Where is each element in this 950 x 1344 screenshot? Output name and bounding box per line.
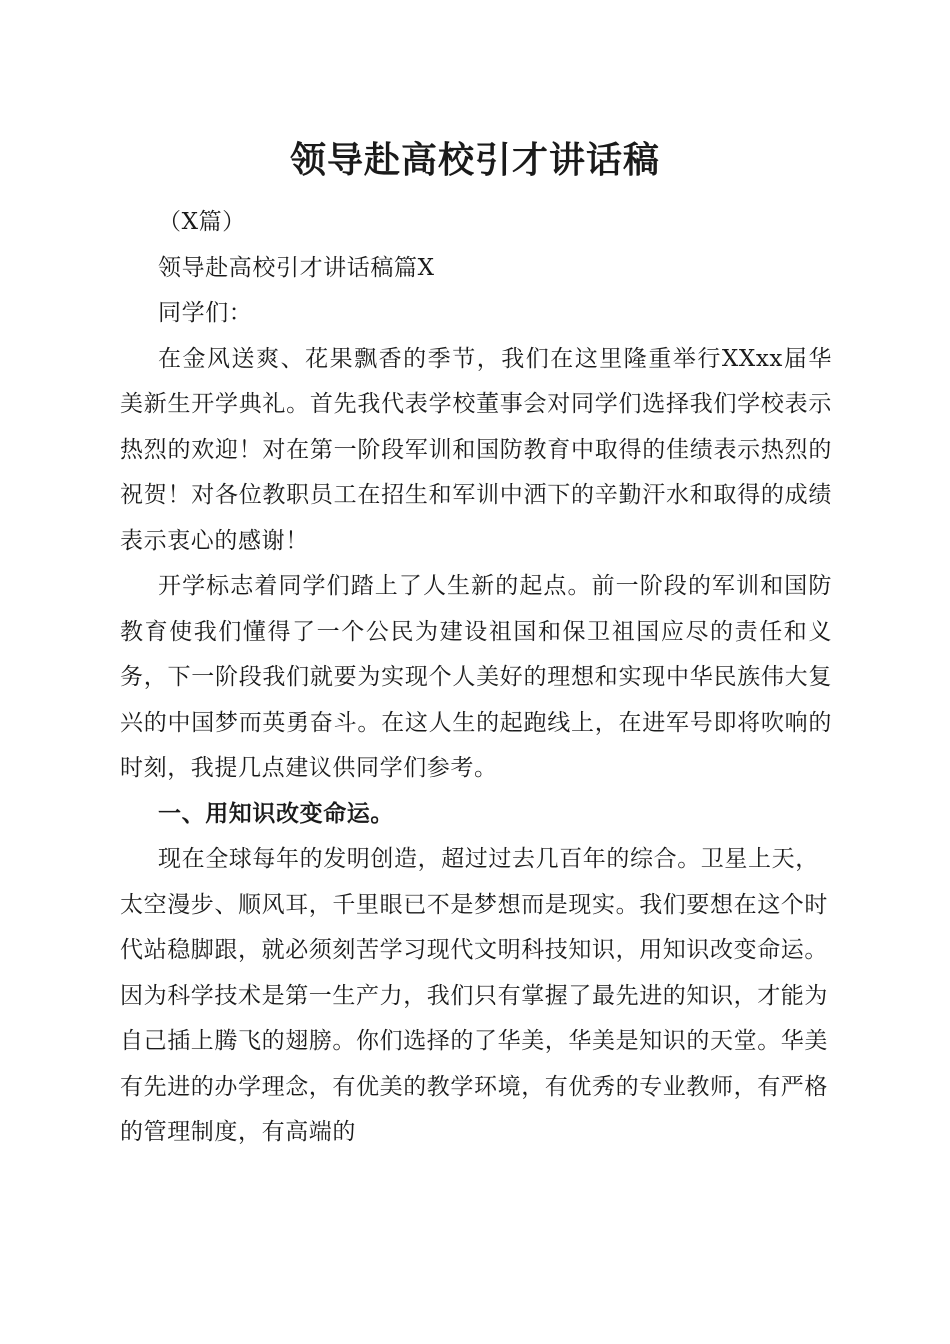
greeting: 同学们： xyxy=(158,300,253,326)
paragraph: 现在全球每年的发明创造，超过过去几百年的综合。卫星上天，太空漫步、顺风耳，千里眼已不是梦想而是现实。我们要想在这个时代站稳脚跟，就必须刻苦学习现代文明科技知识，用知识改变命运。因为科学技术是第一生产力，我们只有掌握了最先进的知识，才能为自己插上腾飞的翅膀。你们选择的了华美，华美是知识的天堂。华美有先进的办学理念，有优美的教学环境，有优秀的专业教师，有严格的管理制度，有高端的 xyxy=(120,846,828,1145)
paragraph: 在金风送爽、花果飘香的季节，我们在这里隆重举行XXxx届华美新生开学典礼。首先我代表学校董事会对同学们选择我们学校表示热烈的欢迎！对在第一阶段军训和国防教育中取得的佳绩表示热烈的祝贺！对各位教职员工在招生和军训中洒下的辛勤汗水和取得的成绩表示衷心的感谢！ xyxy=(120,345,832,554)
document-subtitle: （X篇） xyxy=(158,209,246,235)
section-label: 领导赴高校引才讲话稿篇X xyxy=(158,254,435,281)
paragraph: 开学标志着同学们踏上了人生新的起点。前一阶段的军训和国防教育使我们懂得了一个公民为建设祖国和保卫祖国应尽的责任和义务，下一阶段我们就要为实现个人美好的理想和实现中华民族伟大复兴的中国梦而英勇奋斗。在这人生的起跑线上，在进军号即将吹响的时刻，我提几点建议供同学们参考。 xyxy=(120,573,832,781)
section-heading: 一、用知识改变命运。 xyxy=(158,800,394,827)
document-title: 领导赴高校引才讲话稿 xyxy=(289,139,660,181)
document-body xyxy=(120,200,832,1156)
